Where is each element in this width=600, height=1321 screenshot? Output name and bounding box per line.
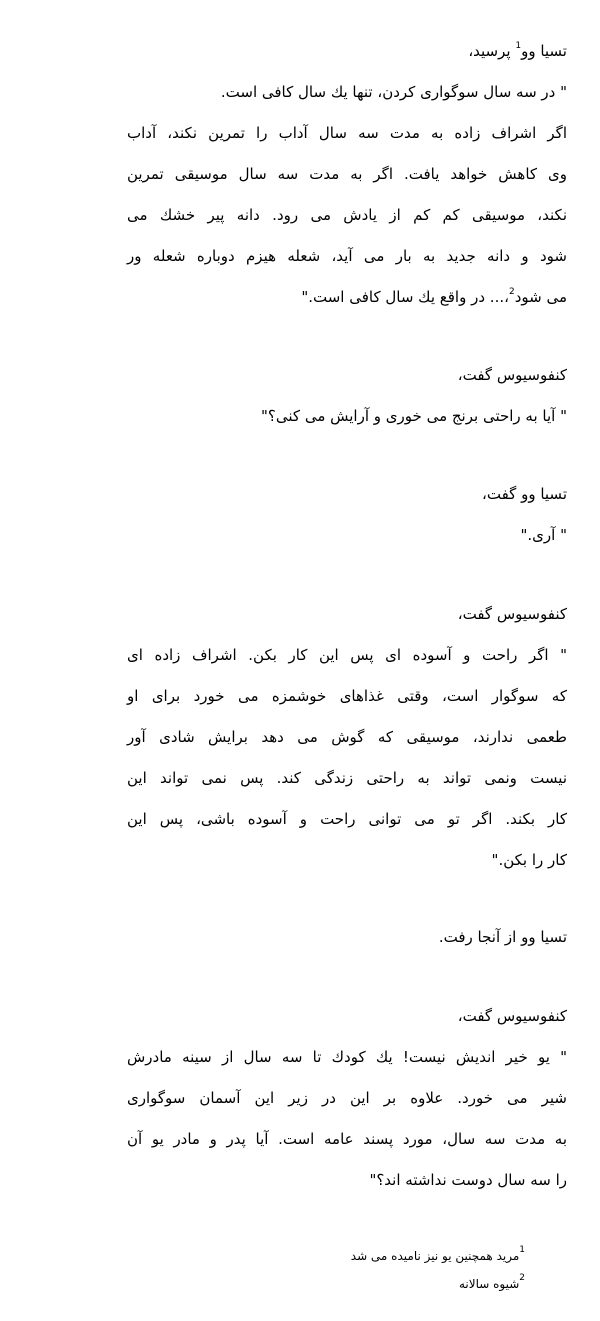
text-line [127,31,567,72]
paragraph-2 [127,355,567,437]
footnote-number: 2 [519,1272,525,1283]
footnote-text: شیوه سالانه [458,1277,520,1291]
paragraph-4 [127,594,567,881]
text-line: کار را بکن." [491,851,567,869]
text-line: به مدت سه سال، مورد پسند عامه است. آیا پدر و مادر یو آن [127,1130,567,1148]
text-line: را سه سال دوست نداشته اند؟" [369,1171,567,1189]
footnote-1 [225,1242,525,1270]
text-line: شود و دانه جدید به بار می آید، شعله هیزم دوباره شعله ور [127,247,567,265]
text-line [127,277,567,318]
text-run: پرسید، [468,42,516,60]
paragraph-3 [127,474,567,556]
text-line: کار بکند. اگر تو می توانی راحت و آسوده باشی، پس این [127,810,567,828]
footnote-2 [225,1270,525,1298]
text-line: کنفوسیوس گفت، [457,366,567,384]
footnote-text: مرید همچنین یو نیز نامیده می شد [350,1249,520,1263]
text-line: شیر می خورد. علاوه بر این در زیر این آسمان سوگواری [127,1089,567,1107]
text-line: " اگر راحت و آسوده ای پس این کار بکن. اشراف زاده ای [127,646,567,664]
footnotes [225,1242,525,1298]
text-line: " آیا به راحتی برنج می خوری و آرایش می کنی؟" [261,407,567,425]
footnote-ref-2: 2 [508,286,515,297]
text-line: کنفوسیوس گفت، [457,1007,567,1025]
text-line: " در سه سال سوگواری کردن، تنها یك سال کافی است. [220,83,567,101]
text-run: تسیا وو [521,42,567,60]
text-line: تسیا وو از آنجا رفت. [438,928,567,946]
text-line: " آری." [520,526,567,544]
paragraph-1 [127,31,567,318]
paragraph-5 [127,917,567,958]
text-line: وی کاهش خواهد یافت. اگر به مدت سه سال موسیقی تمرین [127,165,567,183]
text-line: طعمی ندارند، موسیقی که گوش می دهد برایش شادی آور [127,728,567,746]
text-line: نیست ونمی تواند به راحتی زندگی کند. پس نمی تواند این [127,769,567,787]
text-line: اگر اشراف زاده به مدت سه سال آداب را تمرین نکند، آداب [127,124,567,142]
text-line: تسیا وو گفت، [482,485,567,503]
text-run: ،... در واقع یك سال کافی است." [301,288,509,306]
footnote-number: 1 [519,1244,525,1255]
text-line: نکند، موسیقی کم کم از یادش می رود. دانه پیر خشك می [127,206,567,224]
text-line: کنفوسیوس گفت، [457,605,567,623]
text-line: که سوگوار است، وقتی غذاهای خوشمزه می خورد برای او [127,687,567,705]
text-line: " یو خیر اندیش نیست! یك کودك تا سه سال از سینه مادرش [127,1048,567,1066]
text-run: می شود [514,288,567,306]
footnote-ref-1: 1 [515,40,522,51]
paragraph-6 [127,996,567,1201]
